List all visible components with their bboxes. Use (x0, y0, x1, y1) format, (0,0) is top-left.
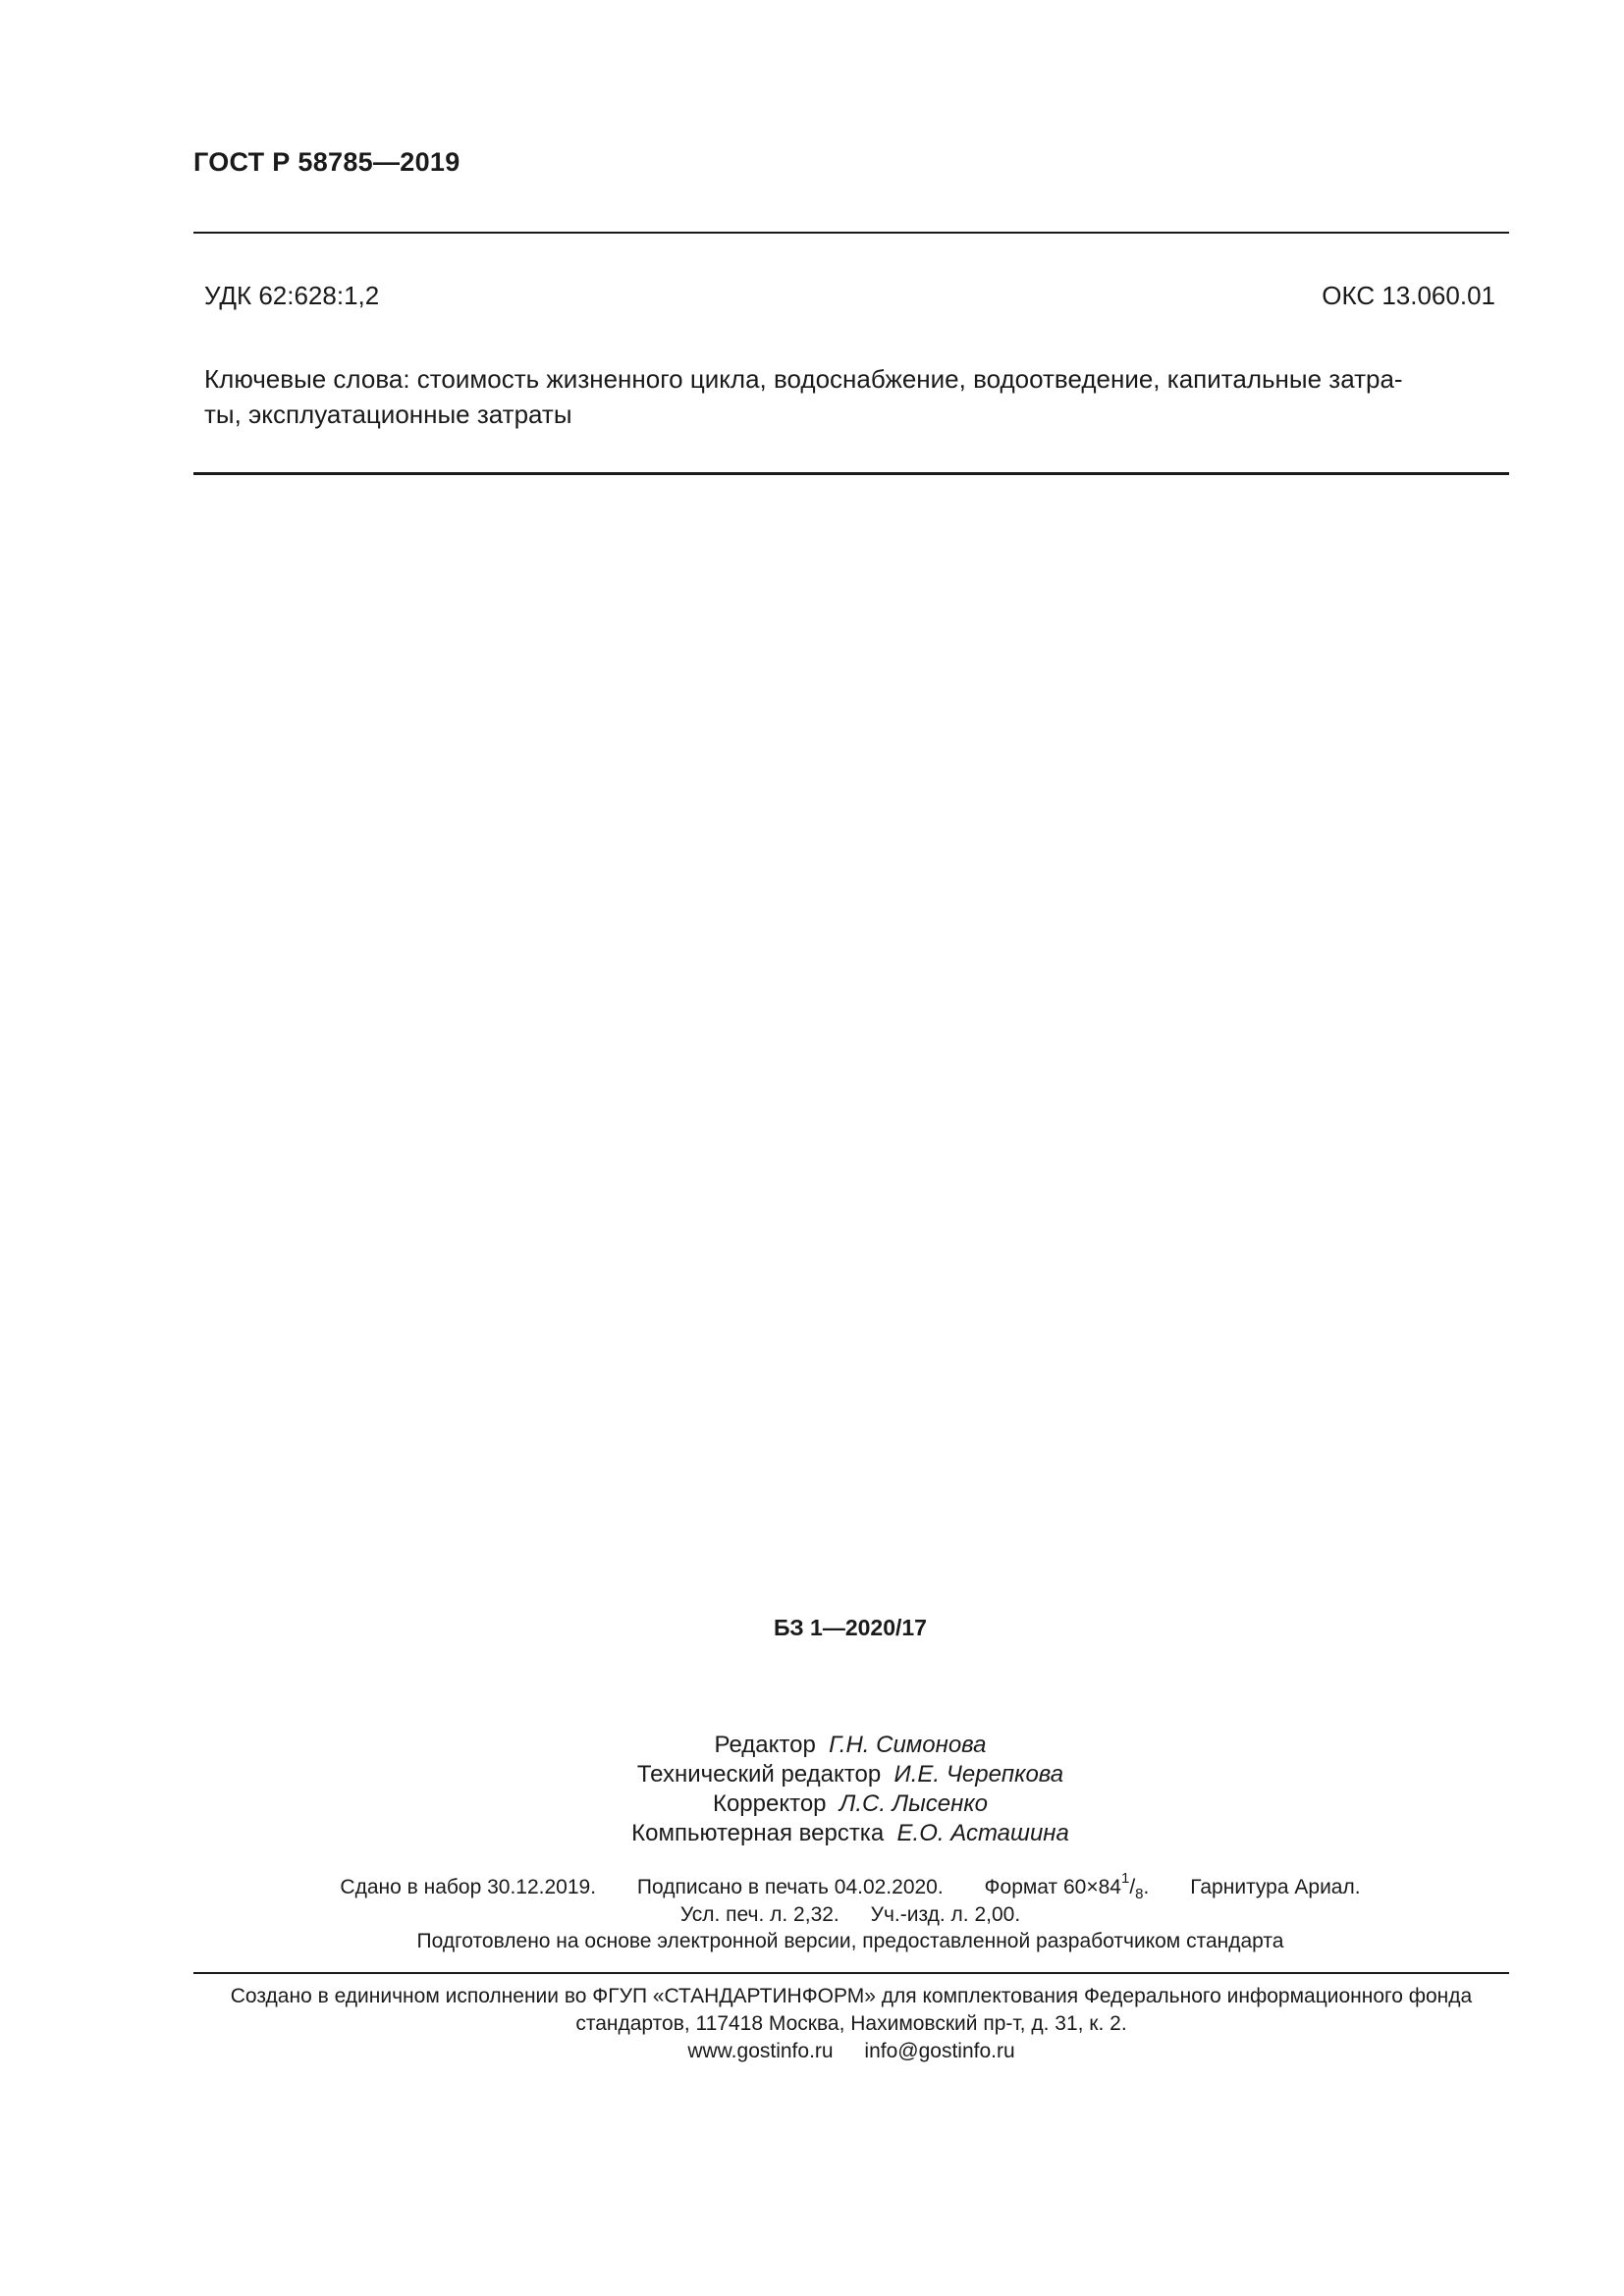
document-designation: ГОСТ Р 58785—2019 (193, 147, 460, 177)
format-numerator: 1 (1120, 1870, 1130, 1887)
email-link[interactable]: info@gostinfo.ru (864, 2040, 1015, 2062)
footer-divider (193, 1972, 1509, 1974)
format-prefix: Формат 60×84 (984, 1876, 1121, 1898)
format-suffix: . (1143, 1876, 1150, 1898)
imprint-typeface: Гарнитура Ариал. (1190, 1876, 1361, 1898)
imprint-format: Формат $60\times 84^1/_8$. (984, 1870, 1150, 1903)
staff-layout (0, 1819, 1624, 1848)
staff-name: Е.О. Асташина (896, 1820, 1069, 1846)
udk-code: УДК 62:628:1,2 (204, 281, 380, 310)
contacts-line (193, 2040, 1509, 2063)
format-denominator: 8 (1135, 1886, 1144, 1903)
staff-role: Компьютерная верстка (631, 1820, 885, 1846)
imprint-signed: Подписано в печать 04.02.2020. (636, 1876, 944, 1898)
staff-proofreader (0, 1789, 1624, 1819)
staff-credits (0, 1731, 1624, 1848)
keywords-line-1: Ключевые слова: стоимость жизненного цикла, водоснабжение, водоотведение, капитальные затра- (204, 364, 1403, 394)
staff-role: Корректор (712, 1790, 827, 1817)
staff-technical-editor (0, 1760, 1624, 1789)
top-divider (193, 232, 1509, 234)
imprint-prepared: Подготовлено на основе электронной версии, предоставленной разработчиком стандарта (416, 1930, 1284, 1952)
imprint-line-1 (0, 1870, 1624, 1903)
oks-code: ОКС 13.060.01 (1322, 281, 1495, 310)
imprint-pub-sheets: Уч.-изд. л. 2,00. (870, 1903, 1021, 1926)
keywords-block (204, 361, 1500, 432)
staff-name: И.Е. Черепкова (893, 1761, 1064, 1788)
imprint-line-2 (0, 1903, 1624, 1927)
staff-role: Редактор (714, 1732, 816, 1758)
staff-role: Технический редактор (636, 1761, 882, 1788)
imprint-print-sheets: Усл. печ. л. 2,32. (679, 1903, 839, 1926)
imprint-submitted: Сдано в набор 30.12.2019. (340, 1876, 597, 1898)
website-link[interactable]: www.gostinfo.ru (687, 2040, 834, 2062)
staff-editor (0, 1731, 1624, 1760)
keywords-divider (193, 472, 1509, 475)
created-line-2: стандартов, 117418 Москва, Нахимовский пр-т, д. 31, к. 2. (575, 2012, 1127, 2035)
staff-name: Л.С. Лысенко (839, 1790, 989, 1817)
bz-number: БЗ 1—2020/17 (774, 1615, 927, 1640)
keywords-line-2: ты, эксплуатационные затраты (204, 400, 572, 429)
created-line-1: Создано в единичном исполнении во ФГУП «СТАНДАРТИНФОРМ» для комплектования Федерального информационного фонда (230, 1985, 1473, 2007)
staff-name: Г.Н. Симонова (829, 1732, 987, 1758)
